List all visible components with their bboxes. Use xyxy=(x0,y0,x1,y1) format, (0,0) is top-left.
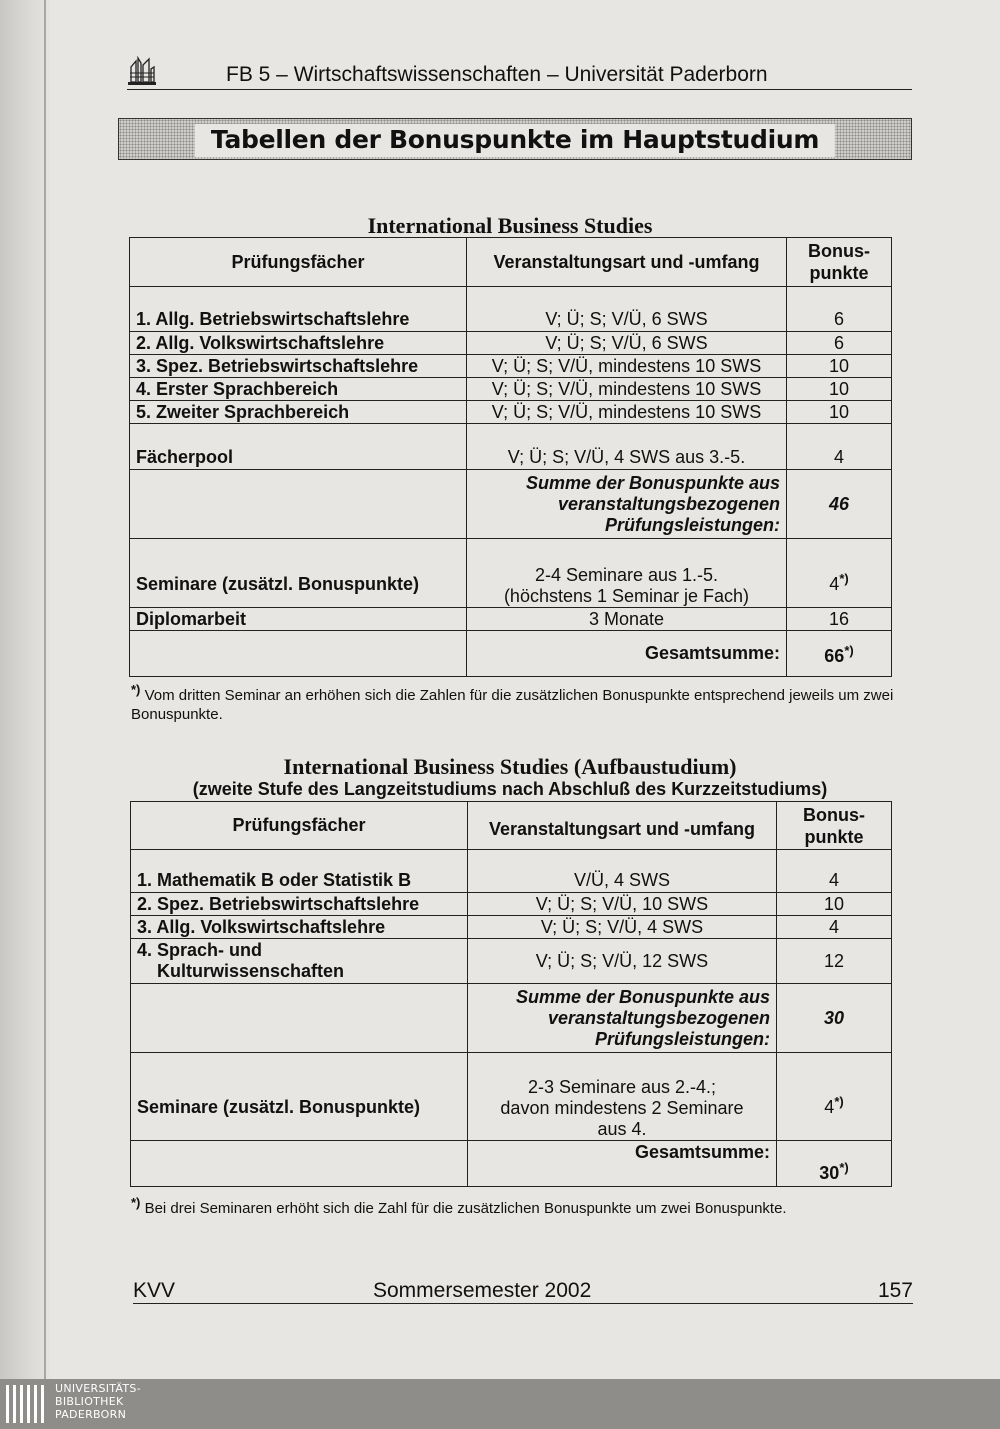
table-row xyxy=(130,309,892,332)
row-type: V; Ü; S; V/Ü, 4 SWS xyxy=(468,916,777,939)
spacer-row xyxy=(131,850,892,870)
university-logo-icon xyxy=(127,55,157,87)
page-footer xyxy=(133,1277,913,1304)
row-subject: 4. Sprach- und Kulturwissenschaften xyxy=(131,939,468,984)
library-line: BIBLIOTHEK xyxy=(55,1395,124,1408)
table1-footnote xyxy=(131,680,901,724)
library-line: PADERBORN xyxy=(55,1408,127,1421)
table-row xyxy=(131,893,892,916)
seminare-subject: Seminare (zusätzl. Bonuspunkte) xyxy=(130,539,467,608)
total-points-cell xyxy=(777,1141,892,1187)
row-type: V/Ü, 4 SWS xyxy=(468,870,777,893)
barcode-icon xyxy=(6,1385,48,1423)
total-row xyxy=(130,631,892,677)
row-points: 4 xyxy=(777,870,892,893)
spacer-row xyxy=(130,287,892,309)
row-subject: 4. Erster Sprachbereich xyxy=(130,378,467,401)
library-line: UNIVERSITÄTS- xyxy=(55,1382,141,1395)
row-type: V; Ü; S; V/Ü, 12 SWS xyxy=(468,939,777,984)
sum-row xyxy=(131,984,892,1053)
total-label: Gesamtsumme: xyxy=(467,631,787,677)
row-points: 10 xyxy=(777,893,892,916)
faecherpool-subject: Fächerpool xyxy=(130,424,467,470)
table-row xyxy=(131,939,892,984)
table-row xyxy=(130,378,892,401)
footnote-mark: *) xyxy=(839,1160,849,1175)
spine-line xyxy=(44,0,46,1379)
row-points: 10 xyxy=(787,355,892,378)
row-subject: 3. Allg. Volkswirtschaftslehre xyxy=(131,916,468,939)
seminare-row xyxy=(130,539,892,608)
table1 xyxy=(129,237,892,677)
row-points: 6 xyxy=(787,309,892,332)
seminare-points-cell xyxy=(787,539,892,608)
table-row xyxy=(131,870,892,893)
seminare-subject: Seminare (zusätzl. Bonuspunkte) xyxy=(131,1053,468,1141)
table2 xyxy=(130,801,892,1187)
seminare-row xyxy=(131,1053,892,1141)
row-points: 12 xyxy=(777,939,892,984)
seminare-type: 2-4 Seminare aus 1.-5. (höchstens 1 Seminar je Fach) xyxy=(467,539,787,608)
header-type: Veranstaltungsart und -umfang xyxy=(467,238,787,287)
row-subject: 2. Spez. Betriebswirtschaftslehre xyxy=(131,893,468,916)
footnote-mark: *) xyxy=(834,1094,844,1109)
row-type: V; Ü; S; V/Ü, 6 SWS xyxy=(467,332,787,355)
page-number: 157 xyxy=(877,1279,913,1302)
header-points: Bonus- punkte xyxy=(777,802,892,850)
row-type: V; Ü; S; V/Ü, 10 SWS xyxy=(468,893,777,916)
sum-label: Summe der Bonuspunkte aus veranstaltungsbezogenen Prüfungsleistungen: xyxy=(467,470,787,539)
diplomarbeit-type: 3 Monate xyxy=(467,608,787,631)
footnote-mark: *) xyxy=(131,1195,141,1210)
footnote-mark: *) xyxy=(839,571,849,586)
total-points: 30 xyxy=(819,1163,840,1183)
footnote-text: Vom dritten Seminar an erhöhen sich die Zahlen für die zusätzlichen Bonuspunkte entsprechend jeweils um zwei Bonuspunkte. xyxy=(131,687,894,723)
header-text: FB 5 – Wirtschaftswissenschaften – Universität Paderborn xyxy=(226,63,768,86)
sum-points: 46 xyxy=(787,470,892,539)
row-points: 10 xyxy=(787,378,892,401)
table2-title: International Business Studies (Aufbaustudium) xyxy=(283,754,737,779)
header-points: Bonus- punkte xyxy=(787,238,892,287)
page-header xyxy=(127,55,912,90)
total-label: Gesamtsumme: xyxy=(468,1141,777,1187)
faecherpool-row xyxy=(130,424,892,470)
table2-subtitle: (zweite Stufe des Langzeitstudiums nach Abschluß des Kurzzeitstudiums) xyxy=(192,779,828,799)
table-row xyxy=(130,401,892,424)
row-points: 4 xyxy=(777,916,892,939)
diplomarbeit-subject: Diplomarbeit xyxy=(130,608,467,631)
table2-header-row xyxy=(131,802,892,850)
total-row xyxy=(131,1141,892,1187)
footnote-text: Bei drei Seminaren erhöht sich die Zahl für die zusätzlichen Bonuspunkte um zwei Bonuspunkte. xyxy=(144,1200,787,1217)
sum-row xyxy=(130,470,892,539)
seminare-type: 2-3 Seminare aus 2.-4.; davon mindestens 2 Seminare aus 4. xyxy=(468,1053,777,1141)
row-type: V; Ü; S; V/Ü, mindestens 10 SWS xyxy=(467,355,787,378)
table-row xyxy=(130,332,892,355)
seminare-points: 4 xyxy=(824,1097,835,1117)
table-row xyxy=(131,916,892,939)
total-points: 66 xyxy=(824,646,845,666)
row-subject: 3. Spez. Betriebswirtschaftslehre xyxy=(130,355,467,378)
header-subject: Prüfungsfächer xyxy=(130,238,467,287)
sum-points: 30 xyxy=(777,984,892,1053)
table-row xyxy=(130,355,892,378)
table2-footnote xyxy=(131,1193,901,1218)
seminare-points: 4 xyxy=(829,574,840,594)
footnote-mark: *) xyxy=(844,643,854,658)
diplomarbeit-row xyxy=(130,608,892,631)
row-points: 10 xyxy=(787,401,892,424)
diplomarbeit-points: 16 xyxy=(787,608,892,631)
sum-label: Summe der Bonuspunkte aus veranstaltungsbezogenen Prüfungsleistungen: xyxy=(468,984,777,1053)
row-type: V; Ü; S; V/Ü, mindestens 10 SWS xyxy=(467,401,787,424)
footnote-mark: *) xyxy=(131,682,141,697)
banner xyxy=(118,118,912,160)
row-subject: 1. Allg. Betriebswirtschaftslehre xyxy=(130,309,467,332)
table1-title: International Business Studies xyxy=(367,213,653,238)
header-subject: Prüfungsfächer xyxy=(131,802,468,850)
seminare-points-cell xyxy=(777,1053,892,1141)
row-points: 6 xyxy=(787,332,892,355)
row-subject: 1. Mathematik B oder Statistik B xyxy=(131,870,468,893)
footer-center: Sommersemester 2002 xyxy=(373,1279,592,1302)
faecherpool-type: V; Ü; S; V/Ü, 4 SWS aus 3.-5. xyxy=(467,424,787,470)
book-spine xyxy=(0,0,50,1429)
banner-title: Tabellen der Bonuspunkte im Hauptstudium xyxy=(195,124,835,157)
row-subject: 2. Allg. Volkswirtschaftslehre xyxy=(130,332,467,355)
footer-left: KVV xyxy=(133,1279,176,1302)
header-type: Veranstaltungsart und -umfang xyxy=(468,802,777,850)
row-type: V; Ü; S; V/Ü, 6 SWS xyxy=(467,309,787,332)
library-label xyxy=(55,1382,141,1421)
library-watermark-bar xyxy=(0,1379,1000,1429)
total-points-cell xyxy=(787,631,892,677)
row-type: V; Ü; S; V/Ü, mindestens 10 SWS xyxy=(467,378,787,401)
faecherpool-points: 4 xyxy=(787,424,892,470)
row-subject: 5. Zweiter Sprachbereich xyxy=(130,401,467,424)
table1-header-row xyxy=(130,238,892,287)
